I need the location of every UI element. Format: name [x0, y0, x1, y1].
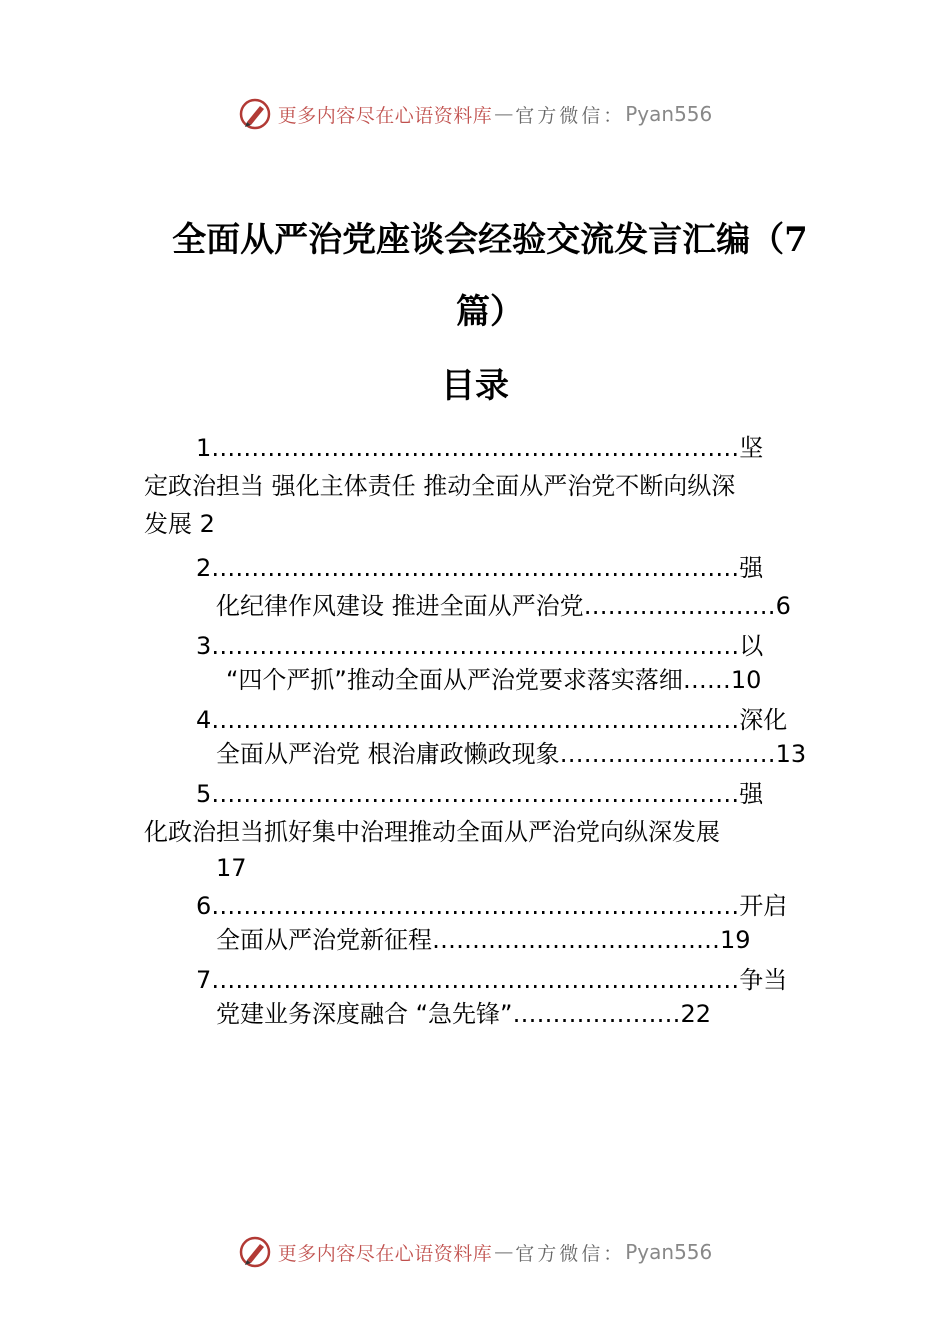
watermark-text: 更多内容尽在心语资料库: [277, 1242, 493, 1265]
toc-leader-dots: …………………………………………………………: [211, 966, 740, 994]
toc-item-5-line3[interactable]: 17: [216, 854, 247, 882]
toc-item-text: 全面从严治党新征程: [216, 926, 432, 954]
toc-item-2-num-line[interactable]: [196, 552, 763, 584]
toc-item-text: 深化: [739, 706, 788, 734]
toc-leader-dots: …………………………………………………………: [211, 706, 740, 734]
toc-item-number: 2: [196, 554, 212, 582]
toc-item-number: 3: [196, 632, 212, 660]
toc-leader-dots: ………………………: [559, 740, 776, 768]
toc-item-text: 坚: [739, 434, 764, 462]
toc-item-text: 党建业务深度融合 “急先锋”: [216, 1000, 513, 1028]
toc-item-number: 5: [196, 780, 212, 808]
toc-item-number: 7: [196, 966, 212, 994]
toc-item-7-num-line[interactable]: [196, 964, 787, 996]
document-title-line2: 篇）: [456, 292, 524, 332]
toc-page-number: 22: [680, 1000, 712, 1028]
toc-item-text: “四个严抓”推动全面从严治党要求落实落细: [226, 666, 683, 694]
toc-page-number: 19: [720, 926, 751, 954]
toc-item-6-num-line[interactable]: [196, 890, 787, 922]
toc-leader-dots: ……: [682, 666, 731, 694]
toc-item-text: 化纪律作风建设 推进全面从严治党: [216, 592, 584, 620]
toc-leader-dots: …………………………………………………………: [211, 780, 740, 808]
toc-item-text: 全面从严治党 根治庸政懒政现象: [216, 740, 560, 768]
toc-item-5-line2[interactable]: 化政治担当抓好集中治理推动全面从严治党向纵深发展: [144, 818, 720, 846]
toc-leader-dots: ………………………………: [432, 926, 720, 954]
toc-item-text: 强: [739, 554, 764, 582]
watermark-wechat-id: Pyan556: [625, 1240, 713, 1264]
watermark-header: [0, 94, 950, 134]
toc-leader-dots: …………………………………………………………: [211, 632, 740, 660]
toc-leader-dots: …………………: [512, 1000, 681, 1028]
toc-item-2-line2[interactable]: [216, 590, 791, 622]
watermark-separator: —: [494, 1241, 514, 1263]
toc-item-4-line2[interactable]: [216, 738, 806, 770]
watermark-label: 官方微信：: [515, 104, 626, 127]
toc-item-3-line2[interactable]: [226, 664, 761, 696]
toc-leader-dots: …………………………………………………………: [211, 892, 740, 920]
toc-item-1-line3[interactable]: 发展 2: [144, 510, 215, 538]
toc-item-text: 争当: [739, 966, 788, 994]
watermark-label: 官方微信：: [515, 1242, 626, 1265]
toc-page-number: 13: [775, 740, 807, 768]
watermark-footer: [0, 1232, 950, 1272]
watermark-wechat-id: Pyan556: [625, 102, 713, 126]
toc-item-number: 1: [196, 434, 212, 462]
toc-item-text: 开启: [739, 892, 788, 920]
document-title-line1: 全面从严治党座谈会经验交流发言汇编（7: [172, 220, 808, 260]
watermark-separator: —: [494, 103, 514, 125]
toc-leader-dots: ……………………: [583, 592, 776, 620]
toc-leader-dots: …………………………………………………………: [211, 434, 740, 462]
toc-item-7-line2[interactable]: [216, 998, 711, 1030]
pen-logo-icon: [238, 1235, 272, 1269]
toc-heading: 目录: [441, 366, 509, 406]
toc-item-number: 4: [196, 706, 212, 734]
pen-logo-icon: [238, 97, 272, 131]
toc-item-text: 强: [739, 780, 764, 808]
watermark-text: 更多内容尽在心语资料库: [277, 104, 493, 127]
toc-item-5-num-line[interactable]: [196, 778, 763, 810]
toc-item-6-line2[interactable]: [216, 924, 751, 956]
toc-item-4-num-line[interactable]: [196, 704, 787, 736]
toc-item-3-num-line[interactable]: [196, 630, 763, 662]
toc-item-text: 以: [739, 632, 764, 660]
toc-page-number: 10: [730, 666, 762, 694]
toc-page-number: 6: [775, 592, 791, 620]
toc-item-1-num-line[interactable]: [196, 432, 763, 464]
toc-item-number: 6: [196, 892, 212, 920]
toc-item-1-line2[interactable]: 定政治担当 强化主体责任 推动全面从严治党不断向纵深: [144, 472, 736, 500]
toc-leader-dots: …………………………………………………………: [211, 554, 740, 582]
